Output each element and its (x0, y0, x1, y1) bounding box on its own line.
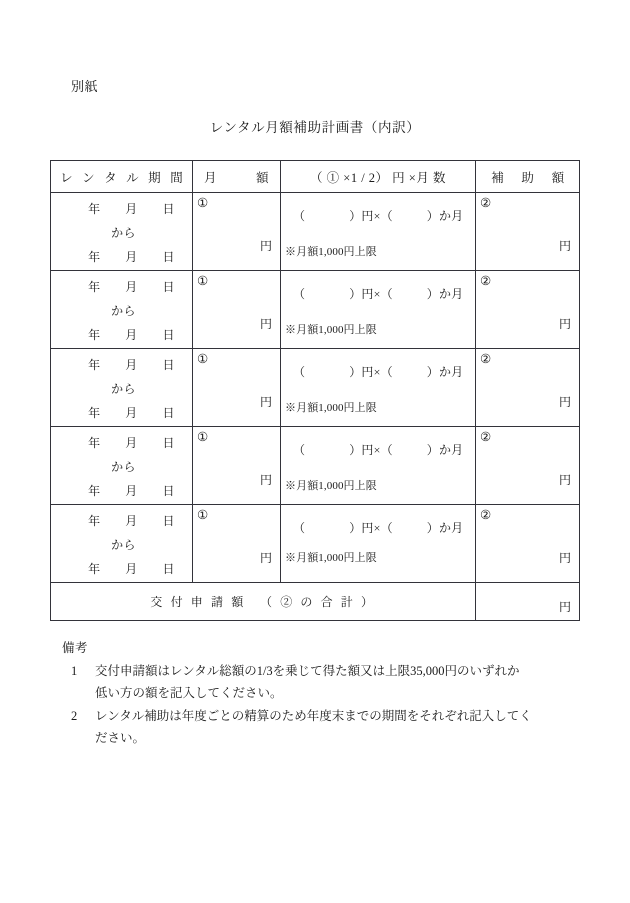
column-header-period-label: レ ン タ ル 期 間 (60, 170, 186, 185)
calc-close-text: ）か月 (426, 443, 464, 457)
page-title: レンタル月額補助計画書（内訳） (209, 120, 421, 135)
remarks-section (62, 637, 582, 750)
column-header-calculation (281, 161, 476, 193)
calculation-cell[interactable] (281, 193, 476, 271)
table-row (51, 505, 580, 583)
circled-one-marker: ① (197, 430, 209, 444)
period-start-field[interactable]: 年 月 日 (88, 514, 175, 528)
calc-close-text: ）か月 (426, 209, 464, 223)
calculation-formula[interactable] (293, 285, 463, 302)
yen-unit-label: 円 (259, 317, 272, 331)
circled-one-marker: ① (197, 508, 209, 522)
circled-two-marker: ② (480, 274, 492, 288)
subsidy-amount-cell[interactable] (476, 271, 580, 349)
remark-text-line-1: レンタル補助は年度ごとの精算のため年度末までの期間をそれぞれ記入してく (95, 708, 532, 723)
period-end-field[interactable]: 年 月 日 (88, 484, 175, 498)
calc-close-text: ）か月 (426, 521, 464, 535)
subsidy-amount-cell[interactable] (476, 349, 580, 427)
yen-unit-label: 円 (259, 395, 272, 409)
remark-text-line-2: 低い方の額を記入してください。 (95, 686, 283, 700)
remark-item (62, 660, 582, 705)
calculation-note: ※月額1,000円上限 (285, 480, 377, 492)
period-start-field[interactable]: 年 月 日 (88, 202, 175, 216)
remark-item (62, 705, 582, 750)
calc-open-paren: （ (293, 521, 306, 535)
calc-open-paren: （ (293, 365, 306, 379)
period-connector-label: から (111, 304, 136, 318)
column-header-subsidy-amount-label: 補 助 額 (491, 170, 567, 185)
calculation-note: ※月額1,000円上限 (285, 324, 377, 336)
period-start-field[interactable]: 年 月 日 (88, 436, 175, 450)
calc-mid-text: ）円×（ (349, 443, 393, 457)
yen-unit-label: 円 (558, 473, 571, 487)
remark-text-line-1: 交付申請額はレンタル総額の1/3を乗じて得た額又は上限35,000円のいずれか (95, 663, 520, 678)
table-row (51, 271, 580, 349)
total-label: 交 付 申 請 額 （ ② の 合 計 ） (51, 583, 476, 621)
period-end-field[interactable]: 年 月 日 (88, 406, 175, 420)
calc-close-text: ）か月 (426, 365, 464, 379)
period-start-field[interactable]: 年 月 日 (88, 358, 175, 372)
table-header-row (51, 161, 580, 193)
period-cell[interactable] (51, 349, 193, 427)
period-connector-label: から (111, 226, 136, 240)
circled-one-marker: ① (197, 352, 209, 366)
column-header-monthly-amount-label: 月 額 (203, 170, 269, 185)
calc-mid-text: ）円×（ (349, 365, 393, 379)
rental-subsidy-plan-table (50, 160, 580, 621)
yen-unit-label: 円 (259, 551, 272, 565)
calc-mid-text: ）円×（ (349, 521, 393, 535)
yen-unit-label: 円 (259, 473, 272, 487)
calculation-formula[interactable] (293, 441, 463, 458)
yen-unit-label: 円 (558, 317, 571, 331)
circled-one-marker: ① (197, 274, 209, 288)
table-row (51, 427, 580, 505)
monthly-amount-cell[interactable] (193, 427, 281, 505)
remark-number: 2 (71, 708, 78, 723)
remark-number: 1 (71, 663, 78, 678)
total-amount-cell[interactable] (476, 583, 580, 621)
calculation-formula[interactable] (293, 519, 463, 536)
calculation-cell[interactable] (281, 427, 476, 505)
calc-open-paren: （ (293, 443, 306, 457)
calc-mid-text: ）円×（ (349, 287, 393, 301)
remarks-title: 備考 (62, 641, 89, 655)
calculation-note: ※月額1,000円上限 (285, 402, 377, 414)
attachment-label: 別紙 (71, 79, 99, 94)
circled-two-marker: ② (480, 508, 492, 522)
column-header-monthly-amount (193, 161, 281, 193)
monthly-amount-cell[interactable] (193, 349, 281, 427)
period-cell[interactable] (51, 505, 193, 583)
period-cell[interactable] (51, 193, 193, 271)
calculation-note: ※月額1,000円上限 (285, 552, 377, 564)
subsidy-amount-cell[interactable] (476, 505, 580, 583)
yen-unit-label: 円 (558, 600, 571, 614)
calc-open-paren: （ (293, 287, 306, 301)
calculation-formula[interactable] (293, 363, 463, 380)
period-end-field[interactable]: 年 月 日 (88, 250, 175, 264)
monthly-amount-cell[interactable] (193, 193, 281, 271)
subsidy-amount-cell[interactable] (476, 427, 580, 505)
total-row (51, 583, 580, 621)
monthly-amount-cell[interactable] (193, 271, 281, 349)
table-row (51, 193, 580, 271)
yen-unit-label: 円 (558, 239, 571, 253)
calculation-cell[interactable] (281, 505, 476, 583)
column-header-calculation-label: （ ① ×1 / 2） 円 ×月 数 (310, 170, 446, 185)
period-start-field[interactable]: 年 月 日 (88, 280, 175, 294)
period-cell[interactable] (51, 271, 193, 349)
circled-two-marker: ② (480, 196, 492, 210)
column-header-period (51, 161, 193, 193)
calculation-note: ※月額1,000円上限 (285, 246, 377, 258)
period-cell[interactable] (51, 427, 193, 505)
column-header-subsidy-amount (476, 161, 580, 193)
circled-two-marker: ② (480, 352, 492, 366)
period-connector-label: から (111, 538, 136, 552)
yen-unit-label: 円 (259, 239, 272, 253)
calc-close-text: ）か月 (426, 287, 464, 301)
remark-text-line-2: ださい。 (95, 731, 146, 745)
yen-unit-label: 円 (558, 551, 571, 565)
calc-mid-text: ）円×（ (349, 209, 393, 223)
calculation-cell[interactable] (281, 349, 476, 427)
calculation-cell[interactable] (281, 271, 476, 349)
period-connector-label: から (111, 382, 136, 396)
calculation-formula[interactable] (293, 207, 463, 224)
period-end-field[interactable]: 年 月 日 (88, 562, 175, 576)
monthly-amount-cell[interactable] (193, 505, 281, 583)
yen-unit-label: 円 (558, 395, 571, 409)
subsidy-amount-cell[interactable] (476, 193, 580, 271)
calc-open-paren: （ (293, 209, 306, 223)
circled-two-marker: ② (480, 430, 492, 444)
period-end-field[interactable]: 年 月 日 (88, 328, 175, 342)
period-connector-label: から (111, 460, 136, 474)
table-row (51, 349, 580, 427)
circled-one-marker: ① (197, 196, 209, 210)
